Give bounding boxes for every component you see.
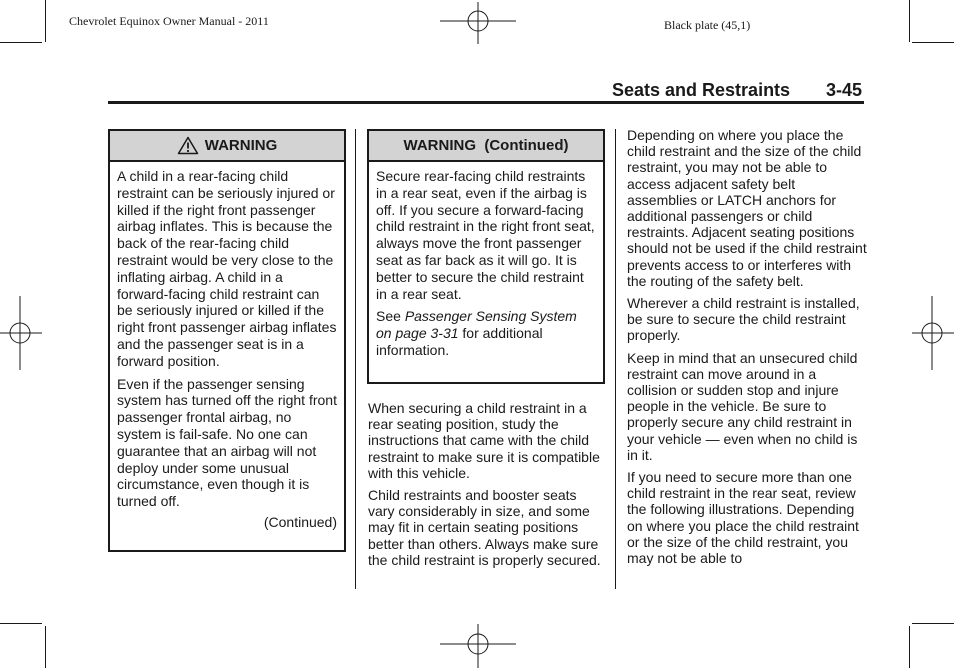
crop-mark (909, 0, 910, 42)
body-paragraph: Depending on where you place the child restraint and the size of the child restraint, you may not be able to access adjacent safety belt assemblies or LATCH anchors for additional passengers or child restraints. Adjacent seating positions should not be used if the child restraint prevents access to or interferes with the routing of the safety belt. (627, 127, 867, 289)
section-title: Seats and Restraints (612, 80, 791, 100)
column-2-text (368, 400, 606, 574)
crop-mark (45, 626, 46, 668)
warning-paragraph: Even if the passenger sensing system has turned off the right front passenger frontal airbag, no system is fail-safe. No one can guarantee that an airbag will not deploy under some unusual circumstance, even though it is turned off. (117, 375, 337, 510)
crop-mark (912, 623, 954, 624)
crop-mark (0, 42, 42, 43)
body-paragraph: When securing a child restraint in a rear seating position, study the instructions that came with the child restraint to make sure it is compatible with this vehicle. (368, 400, 600, 481)
registration-mark-right (912, 296, 954, 370)
column-3-text (627, 127, 867, 572)
crop-mark (45, 0, 46, 42)
warning-continued-header (369, 131, 603, 162)
header-rule (108, 101, 864, 104)
registration-mark-bottom (440, 624, 516, 668)
page-number: 3-45 (826, 80, 863, 100)
warning-box (108, 129, 346, 552)
warning-continued-box (367, 129, 605, 384)
body-paragraph: Wherever a child restraint is installed, be sure to secure the child restraint properly. (627, 295, 860, 344)
cross-reference-link[interactable]: Passenger Sensing System on page 3-31 (376, 308, 581, 342)
body-paragraph: Child restraints and booster seats vary considerably in size, and some may fit in certain seating positions better than others. Always make sure the child restraint is properly secured. (368, 487, 601, 568)
see-reference: See Passenger Sensing System on page 3-31 for additional information. (376, 308, 581, 358)
warning-header (110, 131, 344, 162)
plate-label: Black plate (45,1) (664, 18, 751, 32)
continued-label: (Continued) (263, 513, 337, 530)
warning-label: WARNING (204, 137, 278, 154)
registration-mark-left (0, 296, 42, 370)
crop-mark (909, 626, 910, 668)
column-divider (355, 129, 356, 589)
manual-title: Chevrolet Equinox Owner Manual - 2011 (69, 14, 269, 28)
column-divider (615, 129, 616, 589)
warning-triangle-icon (177, 136, 199, 155)
crop-mark (0, 623, 42, 624)
warning-body (110, 162, 344, 531)
warning-paragraph: A child in a rear-facing child restraint can be seriously injured or killed if the right front passenger airbag inflates. This is because the back of the rear-facing child restraint would be very close to the inflating airbag. A child in a forward-facing child restraint can be seriously injured or killed if the right front passenger airbag inflates and the passenger seat is in a forward position. (117, 168, 337, 369)
warning-continued-label: WARNING (Continued) (403, 137, 569, 154)
body-paragraph: Keep in mind that an unsecured child restraint can move around in a collision or sudden stop and injure people in the vehicle. Be sure to properly secure any child restraint in your vehicle — even when no child is in it. (627, 349, 858, 463)
warning-paragraph: Secure rear-facing child restraints in a rear seat, even if the airbag is off. If you secure a forward-facing child restraint in the right front seat, always move the front passenger seat as far back as it will go. It is better to secure the child restraint in a rear seat. (376, 168, 595, 302)
body-paragraph: If you need to secure more than one child restraint in the rear seat, review the following illustrations. Depending on where you place the child restraint or the size of the child restraint, you may not be able to (627, 469, 859, 567)
warning-continued-body (369, 162, 603, 359)
registration-mark-top (440, 2, 516, 44)
crop-mark (912, 42, 954, 43)
